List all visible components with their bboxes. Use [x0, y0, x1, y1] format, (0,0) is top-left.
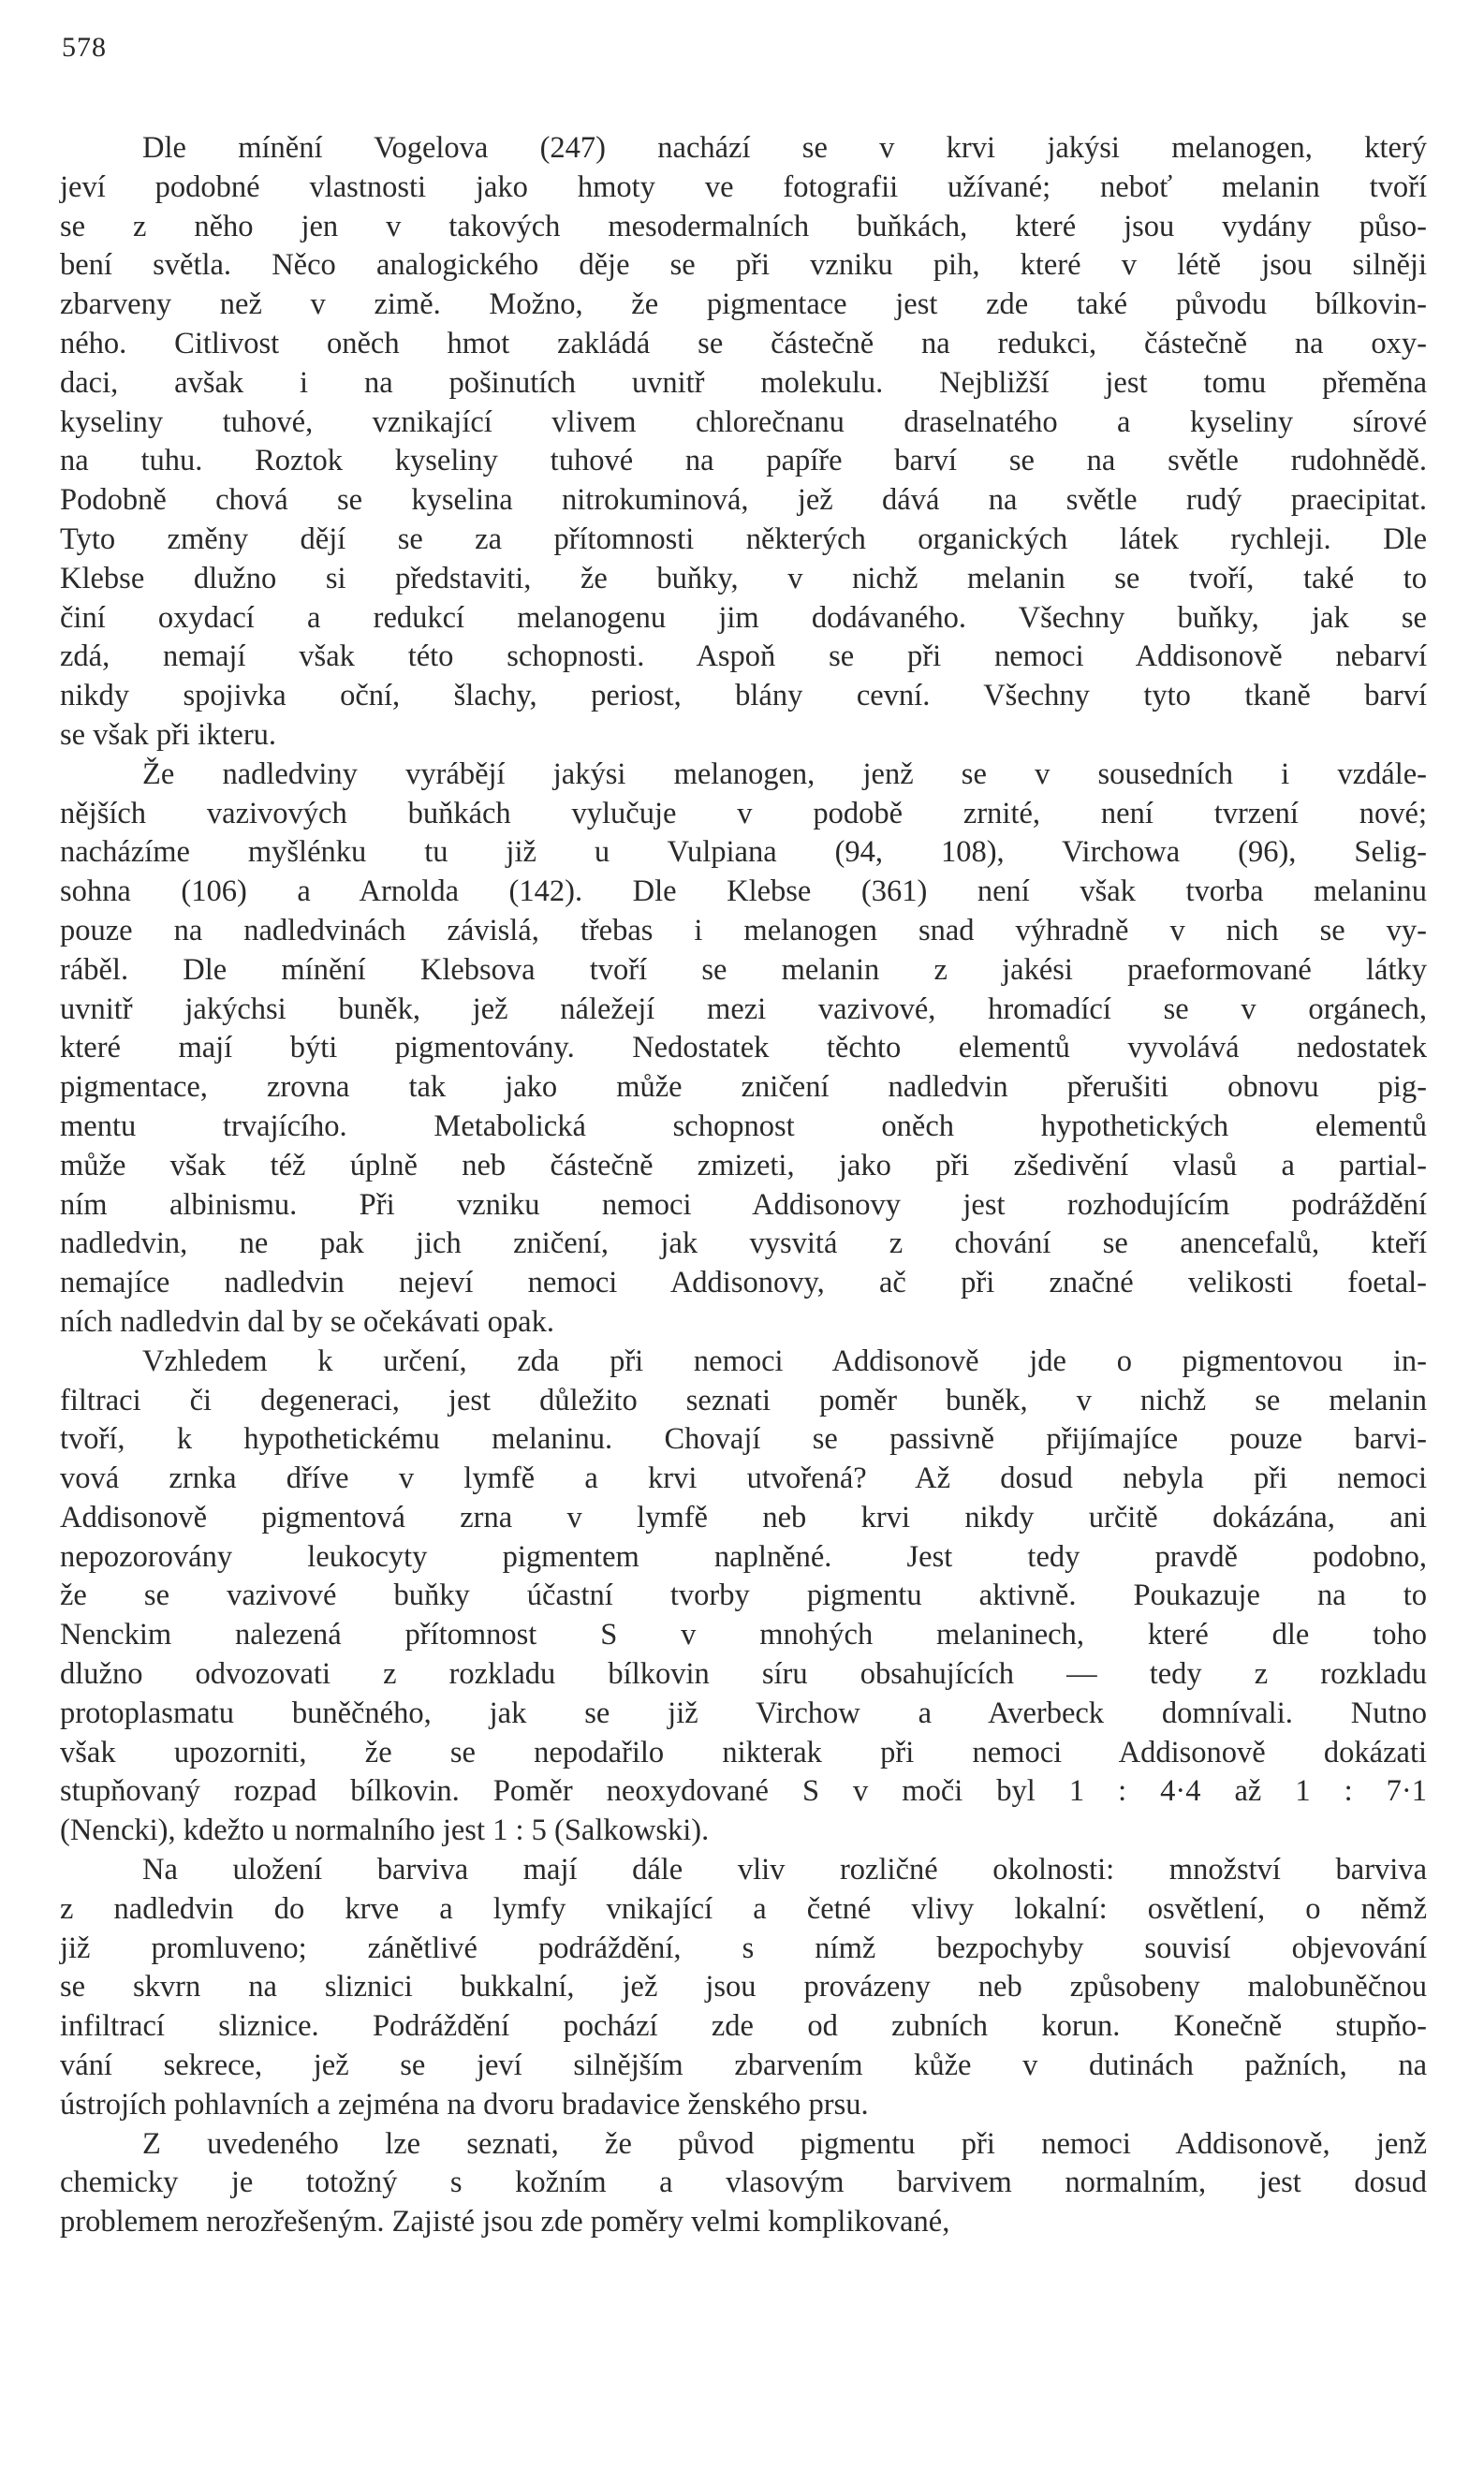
- text-line: uvnitř jakýchsi buněk, jež náležejí mezi vazivové, hromadící se v orgánech,: [60, 991, 1427, 1026]
- text-line: může však též úplně neb částečně zmizeti, jako při zšedivění vlasů a partial-: [60, 1148, 1427, 1182]
- text-line: Addisonově pigmentová zrna v lymfě neb krvi nikdy určitě dokázána, ani: [60, 1500, 1427, 1535]
- text-line: však upozorniti, že se nepodařilo nikterak při nemoci Addisonově dokázati: [60, 1735, 1427, 1769]
- text-line: nikdy spojivka oční, šlachy, periost, blány cevní. Všechny tyto tkaně barví: [60, 679, 1427, 713]
- text-line: stupňovaný rozpad bílkovin. Poměr neoxydované S v moči byl 1 : 4·4 až 1 : 7·1: [60, 1774, 1427, 1809]
- text-line: nemajíce nadledvin nejeví nemoci Addisonovy, ač při značné velikosti foetal-: [60, 1266, 1427, 1300]
- text-line: Podobně chová se kyselina nitrokuminová, jež dává na světle rudý praecipitat.: [60, 483, 1427, 518]
- text-line: z nadledvin do krve a lymfy vnikající a četné vlivy lokalní: osvětlení, o němž: [60, 1891, 1427, 1926]
- text-line: se skvrn na sliznici bukkalní, jež jsou provázeny neb způsobeny malobuněčnou: [60, 1970, 1427, 2004]
- text-line: již promluveno; zánětlivé podráždění, s nímž bezpochyby souvisí objevování: [60, 1931, 1427, 1965]
- text-line: Z uvedeného lze seznati, že původ pigmentu při nemoci Addisonově, jenž: [142, 2126, 1427, 2161]
- text-line: se však při ikteru.: [60, 717, 277, 752]
- text-line: Tyto změny dějí se za přítomnosti některých organických látek rychleji. Dle: [60, 521, 1427, 556]
- text-line: že se vazivové buňky účastní tvorby pigmentu aktivně. Poukazuje na to: [60, 1579, 1427, 1613]
- text-line: (Nencki), kdežto u normalního jest 1 : 5 (Salkowski).: [60, 1814, 710, 1848]
- text-line: nějších vazivových buňkách vylučuje v podobě zrnité, není tvrzení nové;: [60, 796, 1427, 830]
- text-line: zbarveny než v zimě. Možno, že pigmentace jest zde také původu bílkovin-: [60, 287, 1427, 322]
- text-body: [60, 129, 1427, 2242]
- text-line: se z něho jen v takových mesodermalních buňkách, které jsou vydány půso-: [60, 209, 1427, 243]
- text-line: Dle mínění Vogelova (247) nachází se v krvi jakýsi melanogen, který: [142, 131, 1427, 165]
- text-line: bení světla. Něco analogického děje se při vzniku pih, které v létě jsou silněji: [60, 248, 1427, 283]
- text-line: jeví podobné vlastnosti jako hmoty ve fotografii užívané; neboť melanin tvoří: [60, 169, 1427, 204]
- text-line: pouze na nadledvinách závislá, třebas i melanogen snad výhradně v nich se vy-: [60, 913, 1427, 947]
- text-line: vání sekrece, jež se jeví silnějším zbarvením kůže v dutinách pažních, na: [60, 2048, 1427, 2083]
- text-line: ním albinismu. Při vzniku nemoci Addisonovy jest rozhodujícím podráždění: [60, 1187, 1427, 1222]
- text-line: infiltrací sliznice. Podráždění pochází zde od zubních korun. Konečně stupňo-: [60, 2009, 1427, 2044]
- text-line: ních nadledvin dal by se očekávati opak.: [60, 1304, 554, 1339]
- page-number: 578: [62, 32, 107, 63]
- text-line: mentu trvajícího. Metabolická schopnost oněch hypothetických elementů: [60, 1109, 1427, 1143]
- text-line: daci, avšak i na pošinutích uvnitř molekulu. Nejbližší jest tomu přeměna: [60, 365, 1427, 400]
- paragraph: [60, 129, 1427, 756]
- paragraph: [60, 1851, 1427, 2125]
- text-line: nepozorovány leukocyty pigmentem naplněné. Jest tedy pravdě podobno,: [60, 1539, 1427, 1574]
- text-line: kyseliny tuhové, vznikající vlivem chlorečnanu draselnatého a kyseliny sírové: [60, 404, 1427, 439]
- text-line: dlužno odvozovati z rozkladu bílkovin síru obsahujících — tedy z rozkladu: [60, 1657, 1427, 1692]
- paragraph: [60, 2125, 1427, 2242]
- text-line: ráběl. Dle mínění Klebsova tvoří se melanin z jakési praeformované látky: [60, 952, 1427, 987]
- text-line: chemicky je totožný s kožním a vlasovým barvivem normalním, jest dosud: [60, 2166, 1427, 2200]
- text-line: filtraci či degeneraci, jest důležito seznati poměr buněk, v nichž se melanin: [60, 1383, 1427, 1417]
- text-line: zdá, nemají však této schopnosti. Aspoň se při nemoci Addisonově nebarví: [60, 639, 1427, 674]
- text-line: nacházíme myšlénku tu již u Vulpiana (94, 108), Virchowa (96), Selig-: [60, 835, 1427, 870]
- text-line: ústrojích pohlavních a zejména na dvoru bradavice ženského prsu.: [60, 2087, 869, 2122]
- text-line: na tuhu. Roztok kyseliny tuhové na papíře barví se na světle rudohnědě.: [60, 444, 1427, 478]
- text-line: Klebse dlužno si představiti, že buňky, v nichž melanin se tvoří, také to: [60, 561, 1427, 595]
- text-line: tvoří, k hypothetickému melaninu. Chovají se passivně přijímajíce pouze barvi-: [60, 1422, 1427, 1457]
- paragraph: [60, 756, 1427, 1343]
- text-line: nadledvin, ne pak jich zničení, jak vysvitá z chování se anencefalů, kteří: [60, 1226, 1427, 1261]
- text-line: ného. Citlivost oněch hmot zakládá se částečně na redukci, částečně na oxy-: [60, 326, 1427, 360]
- text-line: Nenckim nalezená přítomnost S v mnohých melaninech, které dle toho: [60, 1618, 1427, 1652]
- paragraph: [60, 1343, 1427, 1851]
- text-line: Že nadledviny vyrábějí jakýsi melanogen, jenž se v sousedních i vzdále-: [142, 756, 1427, 791]
- text-line: Na uložení barviva mají dále vliv rozličné okolnosti: množství barviva: [142, 1853, 1427, 1887]
- text-line: vová zrnka dříve v lymfě a krvi utvořená? Až dosud nebyla při nemoci: [60, 1461, 1427, 1496]
- text-line: Vzhledem k určení, zda při nemoci Addisonově jde o pigmentovou in-: [142, 1344, 1427, 1378]
- text-line: činí oxydací a redukcí melanogenu jim dodávaného. Všechny buňky, jak se: [60, 600, 1427, 635]
- text-line: které mají býti pigmentovány. Nedostatek těchto elementů vyvolává nedostatek: [60, 1031, 1427, 1065]
- text-line: pigmentace, zrovna tak jako může zničení nadledvin přerušiti obnovu pig-: [60, 1070, 1427, 1105]
- text-line: protoplasmatu buněčného, jak se již Virchow a Averbeck domnívali. Nutno: [60, 1696, 1427, 1730]
- text-line: sohna (106) a Arnolda (142). Dle Klebse (361) není však tvorba melaninu: [60, 874, 1427, 909]
- text-line: problemem nerozřešeným. Zajisté jsou zde poměry velmi komplikované,: [60, 2205, 950, 2239]
